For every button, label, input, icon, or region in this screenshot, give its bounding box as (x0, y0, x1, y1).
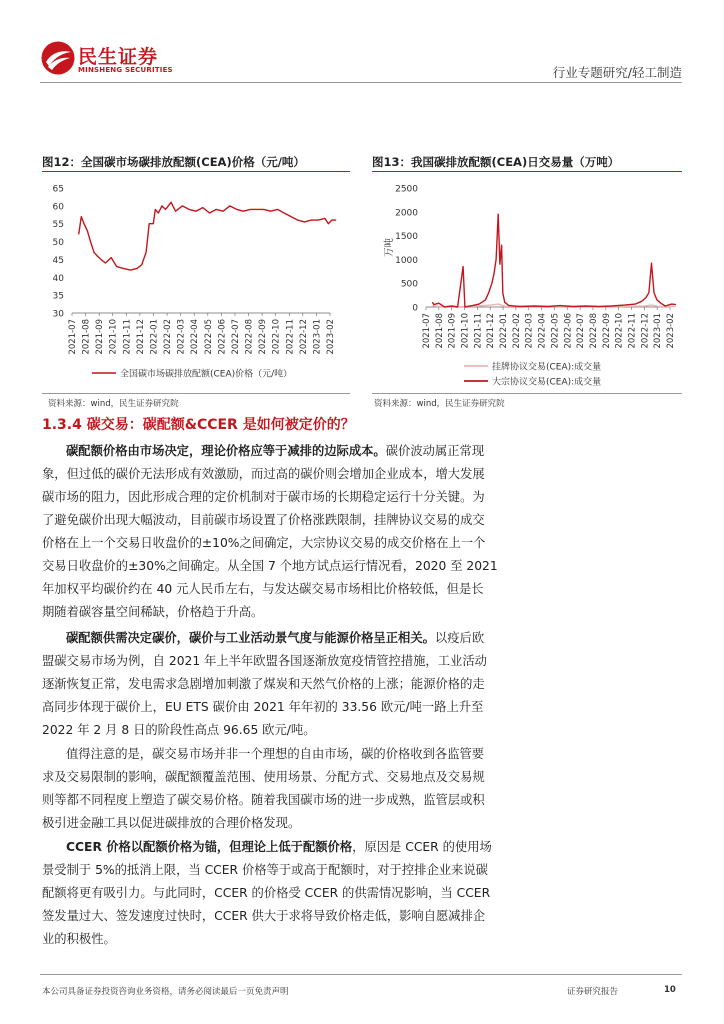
y-tick-label: 30 (52, 309, 64, 320)
x-tick-label: 2022-05 (203, 319, 214, 355)
x-tick-label: 2022-12 (298, 319, 309, 355)
x-tick-label: 2022-02 (511, 313, 522, 349)
paragraph-line: 了避免碳价出现大幅波动，目前碳市场设置了价格涨跌限制，挂牌协议交易的成交 (42, 513, 485, 527)
x-tick-label: 2022-08 (588, 313, 599, 349)
x-tick-label: 2022-11 (627, 313, 638, 349)
paragraph-line: 象，但过低的碳价无法形成有效激励，而过高的碳价则会增加企业成本，增大发展 (42, 467, 485, 481)
x-tick-label: 2022-04 (537, 313, 548, 349)
x-tick-label: 2021-09 (447, 313, 458, 349)
x-tick-label: 2023-02 (326, 319, 336, 355)
x-tick-label: 2022-11 (285, 319, 296, 355)
legend-label: 挂牌协议交易(CEA):成交量 (492, 362, 602, 373)
footer-divider (40, 974, 682, 975)
paragraph-line: 高同步体现于碳价上，EU ETS 碳价由 2021 年年初的 33.56 欧元/吨一路上升至 (42, 700, 484, 714)
figure12-title-rule (42, 171, 350, 172)
y-tick-label: 1000 (395, 255, 418, 266)
x-tick-label: 2021-09 (95, 319, 106, 355)
x-tick-label: 2023-02 (666, 313, 676, 349)
paragraph-line: 值得注意的是，碳交易市场并非一个理想的自由市场，碳的价格收到各监管要 (66, 747, 485, 761)
y-tick-label: 65 (52, 184, 64, 195)
paragraph-lead: CCER 价格以配额价格为锚，但理论上低于配额价格 (66, 840, 353, 854)
x-tick-label: 2023-01 (312, 319, 323, 355)
paragraph-line: 逐渐恢复正常，发电需求急剧增加刺激了煤炭和天然气价格的上涨；能源价格的走 (42, 677, 485, 691)
x-tick-label: 2022-10 (271, 319, 282, 355)
footer-disclaimer: 本公司具备证券投资咨询业务资格，请务必阅读最后一页免责声明 (42, 987, 289, 997)
x-tick-label: 2021-12 (135, 319, 146, 355)
paragraph-line: 期随着碳容量空间稀缺，价格趋于升高。 (42, 605, 264, 619)
series-line (432, 214, 676, 307)
x-tick-label: 2022-03 (524, 313, 535, 349)
figure13-title: 图13：我国碳排放配额(CEA)日交易量（万吨） (372, 155, 620, 169)
y-tick-label: 60 (52, 202, 64, 213)
header-divider (40, 82, 682, 83)
x-tick-label: 2021-11 (122, 319, 133, 355)
paragraph-line: 价格在上一个交易日收盘价的±10%之间确定，大宗协议交易的成交价格在上一个 (42, 536, 486, 550)
paragraph-line: 景受制于 5%的抵消上限，当 CCER 价格等于或高于配额时，对于控排企业来说碳 (42, 863, 488, 877)
x-tick-label: 2021-10 (108, 319, 119, 355)
x-tick-label: 2022-07 (230, 319, 241, 355)
cea-volume-chart (372, 176, 684, 390)
paragraph-line: 极引进金融工具以促进碳排放的合理价格发现。 (42, 816, 301, 830)
paragraph-line: 2022 年 2 月 8 日的阶段性高点 96.65 欧元/吨。 (42, 723, 316, 737)
paragraph-line: CCER 价格以配额价格为锚，但理论上低于配额价格，原因是 CCER 的使用场 (66, 840, 492, 854)
x-tick-label: 2022-07 (576, 313, 587, 349)
x-tick-label: 2023-01 (653, 313, 664, 349)
x-tick-label: 2022-10 (614, 313, 625, 349)
y-tick-label: 500 (400, 279, 418, 290)
series-line (79, 202, 337, 270)
brand-name-cn: 民生证券 (78, 46, 159, 68)
y-tick-label: 40 (52, 273, 64, 284)
figure12-source-rule (42, 393, 350, 394)
x-tick-label: 2022-06 (217, 319, 228, 355)
cea-price-chart (42, 176, 352, 390)
x-tick-label: 2021-10 (460, 313, 471, 349)
paragraph-line: 碳配额供需决定碳价，碳价与工业活动景气度与能源价格呈正相关。以疫后欧 (66, 631, 485, 645)
x-tick-label: 2022-06 (563, 313, 574, 349)
footer-doc-type: 证券研究报告 (567, 987, 619, 997)
x-tick-label: 2021-08 (434, 313, 445, 349)
x-tick-label: 2021-12 (486, 313, 497, 349)
paragraph-lead: 碳配额供需决定碳价，碳价与工业活动景气度与能源价格呈正相关。 (66, 631, 435, 645)
paragraph-4 (42, 836, 682, 951)
brand-logo (40, 40, 180, 80)
paragraph-line: 求及交易限制的影响，碳配额覆盖范围、使用场景、分配方式、交易地点及交易规 (42, 770, 485, 784)
paragraph-line: 交易日收盘价的±30%之间确定。从全国 7 个地方试点运行情况看，2020 至 2021 (42, 559, 498, 573)
report-category: 行业专题研究/轻工制造 (552, 65, 682, 80)
paragraph-lead: 碳配额价格由市场决定，理论价格应等于减排的边际成本。 (66, 444, 386, 458)
y-tick-label: 50 (52, 238, 64, 249)
paragraph-line: 年加权平均碳价约在 40 元人民币左右，与发达碳交易市场相比价格较低，但是长 (42, 582, 484, 596)
paragraph-line: 签发量过大、签发速度过快时，CCER 供大于求将导致价格走低，影响自愿减排企 (42, 909, 486, 923)
x-tick-label: 2022-01 (149, 319, 160, 355)
paragraph-line: 碳市场的阻力，因此形成合理的定价机制对于碳市场的长期稳定运行十分关键。为 (42, 490, 485, 504)
x-tick-label: 2022-12 (640, 313, 651, 349)
paragraph-line: 盟碳交易市场为例，自 2021 年上半年欧盟各国逐渐放宽疫情管控措施，工业活动 (42, 654, 487, 668)
y-axis-label: 万吨 (384, 237, 395, 258)
x-tick-label: 2022-09 (258, 319, 269, 355)
legend-label: 大宗协议交易(CEA):成交量 (492, 377, 602, 388)
x-tick-label: 2021-11 (473, 313, 484, 349)
minsheng-logo-icon (40, 40, 76, 76)
page-number: 10 (664, 985, 676, 995)
x-tick-label: 2022-08 (244, 319, 255, 355)
figure12-source: 资料来源：wind，民生证券研究院 (48, 399, 179, 409)
x-tick-label: 2022-09 (601, 313, 612, 349)
x-tick-label: 2021-08 (81, 319, 92, 355)
x-tick-label: 2022-02 (163, 319, 174, 355)
y-tick-label: 1500 (395, 232, 418, 243)
y-tick-label: 35 (52, 291, 64, 302)
figure12-title: 图12：全国碳市场碳排放配额(CEA)价格（元/吨） (42, 155, 305, 169)
y-tick-label: 45 (52, 255, 64, 266)
x-tick-label: 2022-04 (190, 319, 201, 355)
paragraph-line: 则等都不同程度上塑造了碳交易价格。随着我国碳市场的进一步成熟，监管层或积 (42, 793, 485, 807)
paragraph-line: 配额将更有吸引力。与此同时，CCER 的价格受 CCER 的供需情况影响，当 CCER (42, 886, 491, 900)
x-tick-label: 2022-03 (176, 319, 187, 355)
x-tick-label: 2022-05 (550, 313, 561, 349)
x-tick-label: 2022-01 (499, 313, 510, 349)
x-tick-label: 2021-07 (68, 319, 78, 355)
figure13-source-rule (372, 393, 682, 394)
y-tick-label: 0 (412, 303, 418, 314)
paragraph-line: 碳配额价格由市场决定，理论价格应等于减排的边际成本。碳价波动属正常现 (66, 444, 485, 458)
paragraph-3 (42, 743, 682, 835)
brand-name-en: MINSHENG SECURITIES (78, 66, 173, 74)
x-tick-label: 2021-07 (422, 313, 432, 349)
paragraph-line: 业的积极性。 (42, 932, 116, 946)
y-tick-label: 55 (52, 220, 64, 231)
y-tick-label: 2000 (395, 208, 418, 219)
legend-label: 全国碳市场碳排放配额(CEA)价格（元/吨） (120, 369, 293, 380)
y-tick-label: 2500 (395, 184, 418, 195)
paragraph-1 (42, 440, 682, 624)
paragraph-2 (42, 627, 682, 742)
figure13-title-rule (372, 171, 682, 172)
figure13-source: 资料来源：wind，民生证券研究院 (374, 399, 505, 409)
section-title: 1.3.4 碳交易：碳配额&CCER 是如何被定价的？ (42, 417, 355, 433)
